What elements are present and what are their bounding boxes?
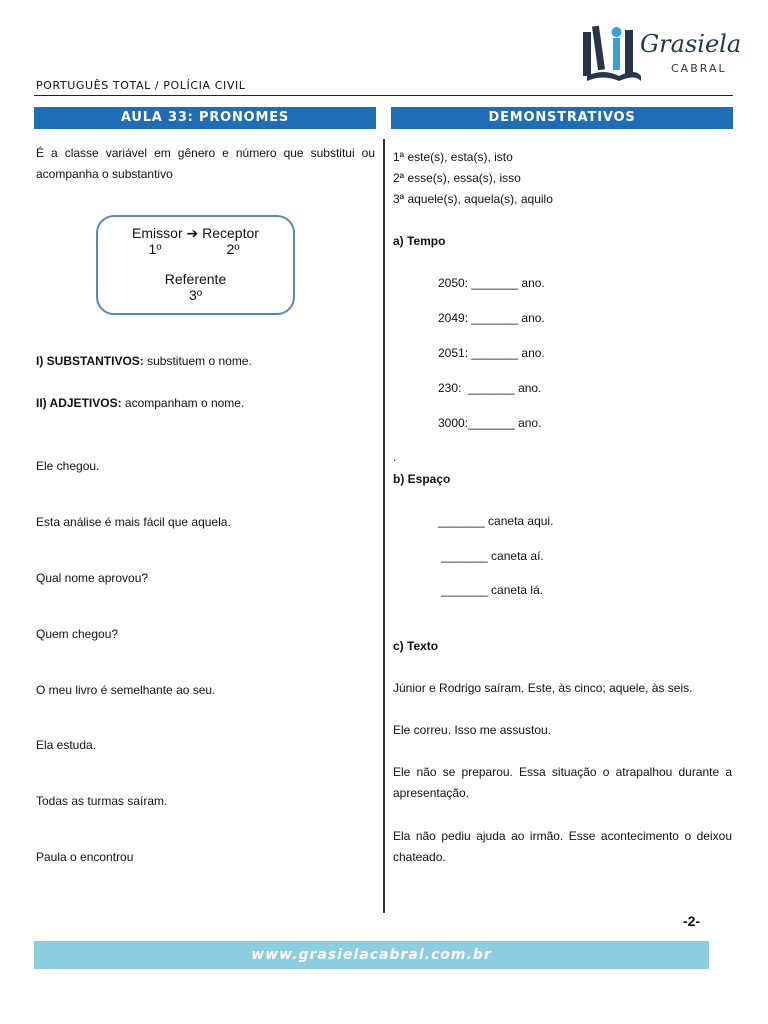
espaco-heading: b) Espaço xyxy=(393,472,451,486)
example-sentence: O meu livro é semelhante ao seu. xyxy=(36,683,216,697)
course-title: PORTUGUÊS TOTAL / POLÍCIA CIVIL xyxy=(36,79,246,92)
tempo-heading: a) Tempo xyxy=(393,234,446,248)
example-sentence: Paula o encontrou xyxy=(36,850,134,864)
diagram-top-line xyxy=(98,225,293,242)
stray-dot: . xyxy=(393,450,397,464)
emissor-label: Emissor xyxy=(132,225,183,241)
substantivos-text: substituem o nome. xyxy=(143,354,252,368)
texto-item: Ela não pediu ajuda ao irmão. Esse acontecimento o deixou chateado. xyxy=(393,829,732,864)
first-person-label: 1º xyxy=(148,241,162,257)
receptor-label: Receptor xyxy=(202,225,259,241)
lesson-title-band: AULA 33: PRONOMES xyxy=(34,107,376,129)
logo-surname: CABRAL xyxy=(671,62,727,75)
substantivos-label: I) SUBSTANTIVOS: xyxy=(36,354,144,368)
second-person-label: 2º xyxy=(226,241,240,257)
person-first: 1ª este(s), esta(s), isto xyxy=(393,150,513,164)
example-sentence: Ele chegou. xyxy=(36,459,100,473)
example-sentence: Qual nome aprovou? xyxy=(36,571,149,585)
example-sentence: Ela estuda. xyxy=(36,738,97,752)
adjetivos-text: acompanham o nome. xyxy=(121,396,245,410)
espaco-item: _______ caneta lá. xyxy=(441,583,544,597)
espaco-item: _______ caneta aqui. xyxy=(438,514,554,528)
example-sentence: Todas as turmas saíram. xyxy=(36,794,168,808)
espaco-item: _______ caneta aí. xyxy=(441,549,544,563)
communication-diagram xyxy=(96,215,295,315)
tempo-item: 2049: _______ ano. xyxy=(438,311,545,325)
tempo-item: 2051: _______ ano. xyxy=(438,346,545,360)
substantivos-line xyxy=(36,351,375,372)
example-sentence: Esta análise é mais fácil que aquela. xyxy=(36,515,231,529)
footer-website-link[interactable]: www.grasielacabral.com.br xyxy=(34,941,709,969)
example-sentence: Quem chegou? xyxy=(36,627,119,641)
intro-paragraph: É a classe variável em gênero e número que substitui ou acompanha o substantivo xyxy=(36,146,375,181)
texto-item: Júnior e Rodrigo saíram. Este, às cinco; aquele, às seis. xyxy=(393,681,693,695)
person-third: 3ª aquele(s), aquela(s), aquilo xyxy=(393,192,553,206)
logo-name: Grasiela xyxy=(640,30,742,58)
column-divider xyxy=(383,139,385,913)
person-second: 2ª esse(s), essa(s), isso xyxy=(393,171,521,185)
third-person-label: 3º xyxy=(189,287,202,303)
tempo-item: 230: _______ ano. xyxy=(438,381,542,395)
texto-heading: c) Texto xyxy=(393,639,439,653)
tempo-item: 3000:_______ ano. xyxy=(438,416,542,430)
adjetivos-label: II) ADJETIVOS: xyxy=(36,396,122,410)
adjetivos-line xyxy=(36,393,375,414)
arrow-right-icon: ➔ xyxy=(186,225,199,241)
texto-item: Ele não se preparou. Essa situação o atrapalhou durante a apresentação. xyxy=(393,765,732,800)
topic-title-band: DEMONSTRATIVOS xyxy=(391,107,733,129)
header-divider xyxy=(34,95,733,96)
tempo-item: 2050: _______ ano. xyxy=(438,276,545,290)
referente-label: Referente xyxy=(164,271,227,287)
page-number: -2- xyxy=(683,913,701,929)
texto-item: Ele correu. Isso me assustou. xyxy=(393,723,552,737)
